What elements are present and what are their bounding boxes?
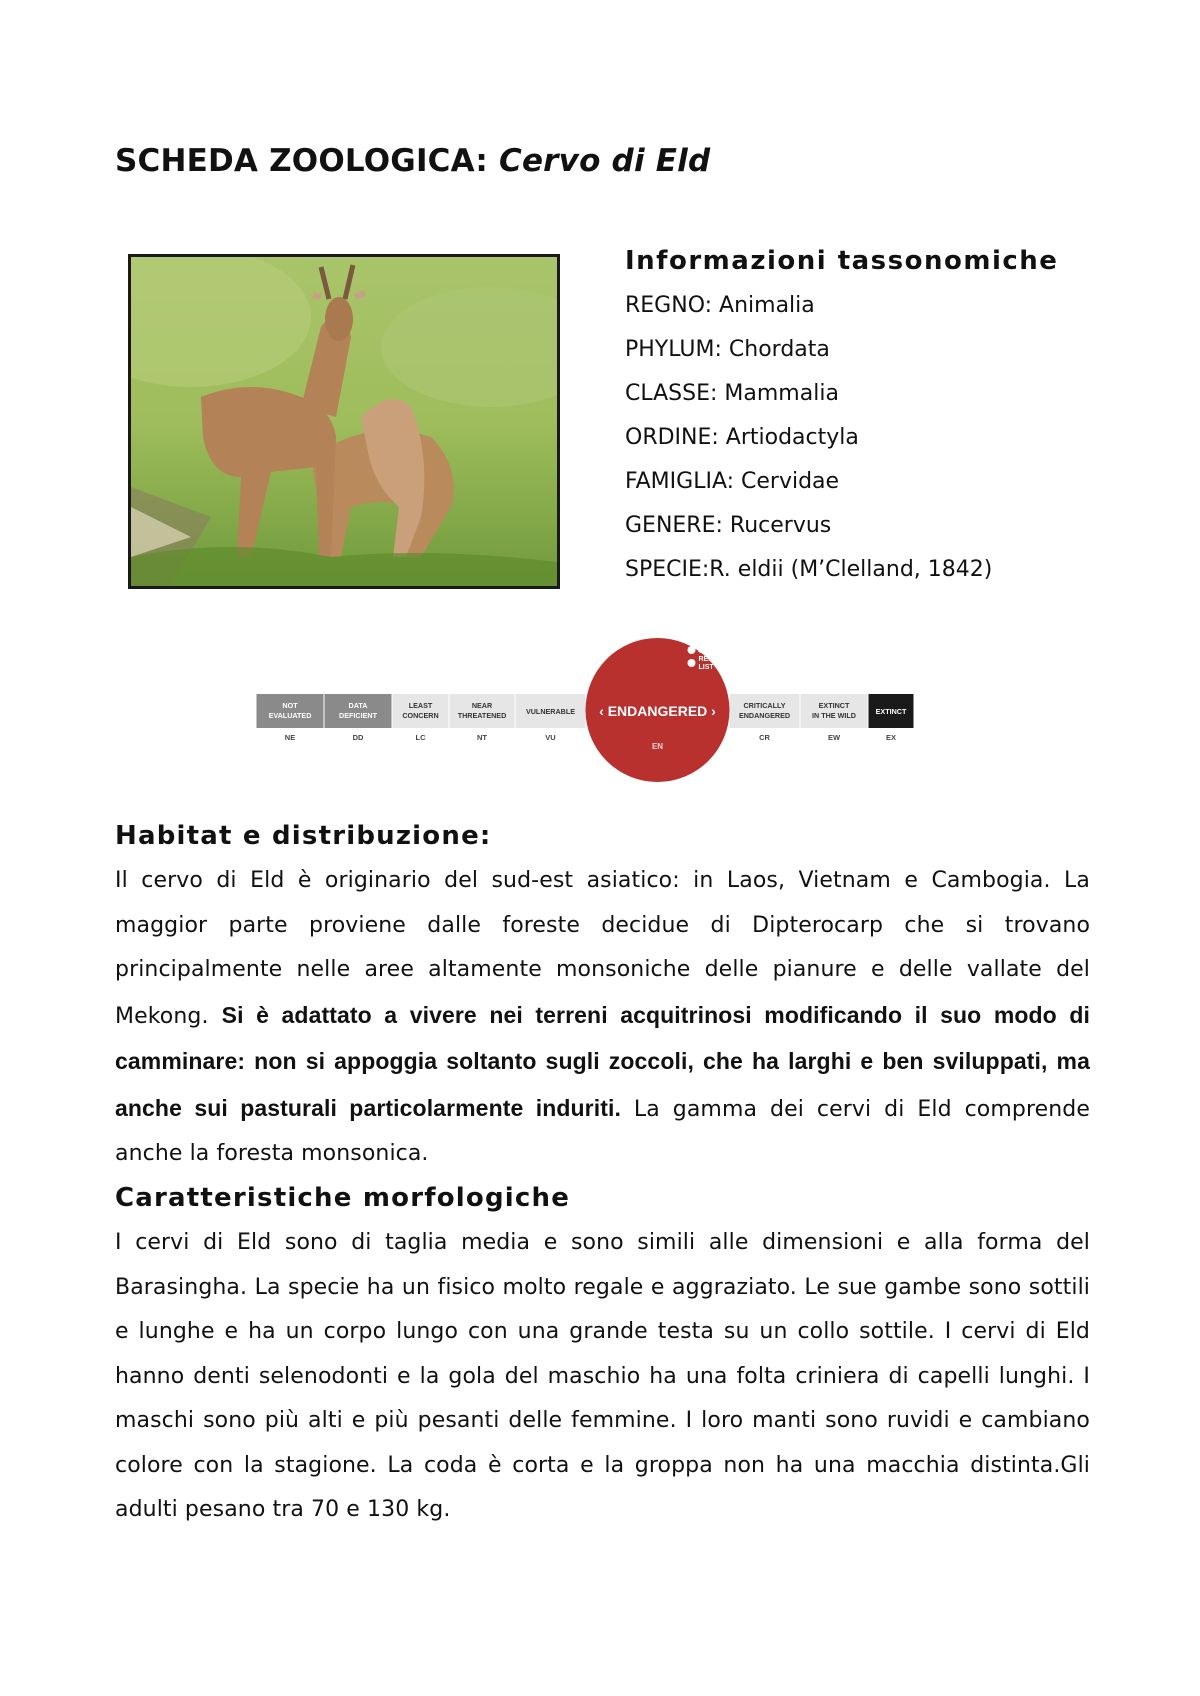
category-code-ew: EW [827,733,841,742]
deer-photo [128,254,560,589]
taxonomy-row-genere: GENERE: Rucervus [625,513,832,538]
category-label-cr-0: CRITICALLY [743,701,786,710]
taxonomy-heading: Informazioni tassonomiche [625,246,1059,276]
category-label-nt-1: THREATENED [457,711,507,720]
category-label-dd-1: DEFICIENT [339,711,377,720]
red-list-logo-icon [688,646,696,654]
habitat-text-1: Il cervo di Eld è originario del sud-est asiatico: in Laos, Vietnam e Cambogia. La maggior parte proviene dalle foreste decidue di Dipterocarp che si trovano principalmente nelle aree altamente monsoniche delle pianure e delle vallate del Mekong. [115,868,1090,1029]
category-label-cr-1: ENDANGERED [738,711,791,720]
title-species: Cervo di Eld [499,143,711,179]
taxonomy-row-phylum: PHYLUM: Chordata [625,337,830,362]
category-label-en: ‹ ENDANGERED › [599,703,716,719]
category-code-en: EN [651,742,664,751]
category-code-ne: NE [284,733,296,742]
category-label-vu-0: VULNERABLE [525,707,576,716]
category-label-ne-1: EVALUATED [268,711,312,720]
category-label-nt-0: NEAR [471,701,493,710]
morphology-heading: Caratteristiche morfologiche [115,1183,571,1213]
category-code-vu: VU [545,733,556,742]
taxonomy-row-ordine: ORDINE: Artiodactyla [625,425,859,450]
category-code-cr: CR [759,733,770,742]
taxonomy-row-classe: CLASSE: Mammalia [625,381,839,406]
category-label-lc-1: CONCERN [402,711,439,720]
page-title [115,143,710,179]
category-code-ex: EX [885,733,897,742]
red-list-logo-dot-2 [688,659,696,667]
taxonomy-panel [625,246,1105,592]
red-list-logo-text-0: RED [698,656,714,663]
habitat-text-bold: Si è adattato a vivere nei terreni acquitrinosi modificando il suo modo di camminare: non si appoggia soltanto sugli zoccoli, che ha larghi e ben sviluppati, ma anche sui pasturali particolarmente induriti. [115,1001,1090,1121]
category-label-ne-0: NOT [282,701,298,710]
category-label-dd-0: DATA [348,701,368,710]
iucn-red-list-scale [256,632,946,782]
taxonomy-row-famiglia: FAMIGLIA: Cervidae [625,469,840,494]
category-code-lc: LC [415,733,426,742]
category-code-dd: DD [352,733,364,742]
red-list-graphic [256,632,946,782]
taxonomy-row-specie: SPECIE:R. eldii (M’Clelland, 1842) [625,557,993,582]
habitat-section [115,821,1090,1177]
category-label-ew-1: IN THE WILD [812,711,856,720]
morphology-section [115,1183,1090,1533]
morphology-paragraph: I cervi di Eld sono di taglia media e sono simili alle dimensioni e alla forma del Barasingha. La specie ha un fisico molto regale e aggraziato. Le sue gambe sono sottili e lunghe e ha un corpo lungo con una grande testa su un collo sottile. I cervi di Eld hanno denti selenodonti e la gola del maschio ha una folta criniera di capelli lunghi. I maschi sono più alti e più pesanti delle femmine. I loro manti sono ruvidi e cambiano colore con la stagione. La coda è corta e la groppa non ha una macchia distinta.Gli adulti pesano tra 70 e 130 kg. [115,1230,1090,1522]
category-label-lc-0: LEAST [408,701,433,710]
taxonomy-row-regno: REGNO: Animalia [625,293,815,318]
category-code-nt: NT [477,733,487,742]
red-list-logo-text-1: LIST [698,664,714,671]
habitat-paragraph [115,859,1090,1177]
category-label-ew-0: EXTINCT [818,701,850,710]
red-list-logo-dot [698,645,706,653]
title-prefix: SCHEDA ZOOLOGICA: [115,143,499,179]
category-label-ex-0: EXTINCT [875,707,907,716]
habitat-heading: Habitat e distribuzione: [115,821,492,851]
habitat-text-2: La gamma dei cervi di Eld comprende anche la foresta monsonica. [115,1096,1090,1166]
